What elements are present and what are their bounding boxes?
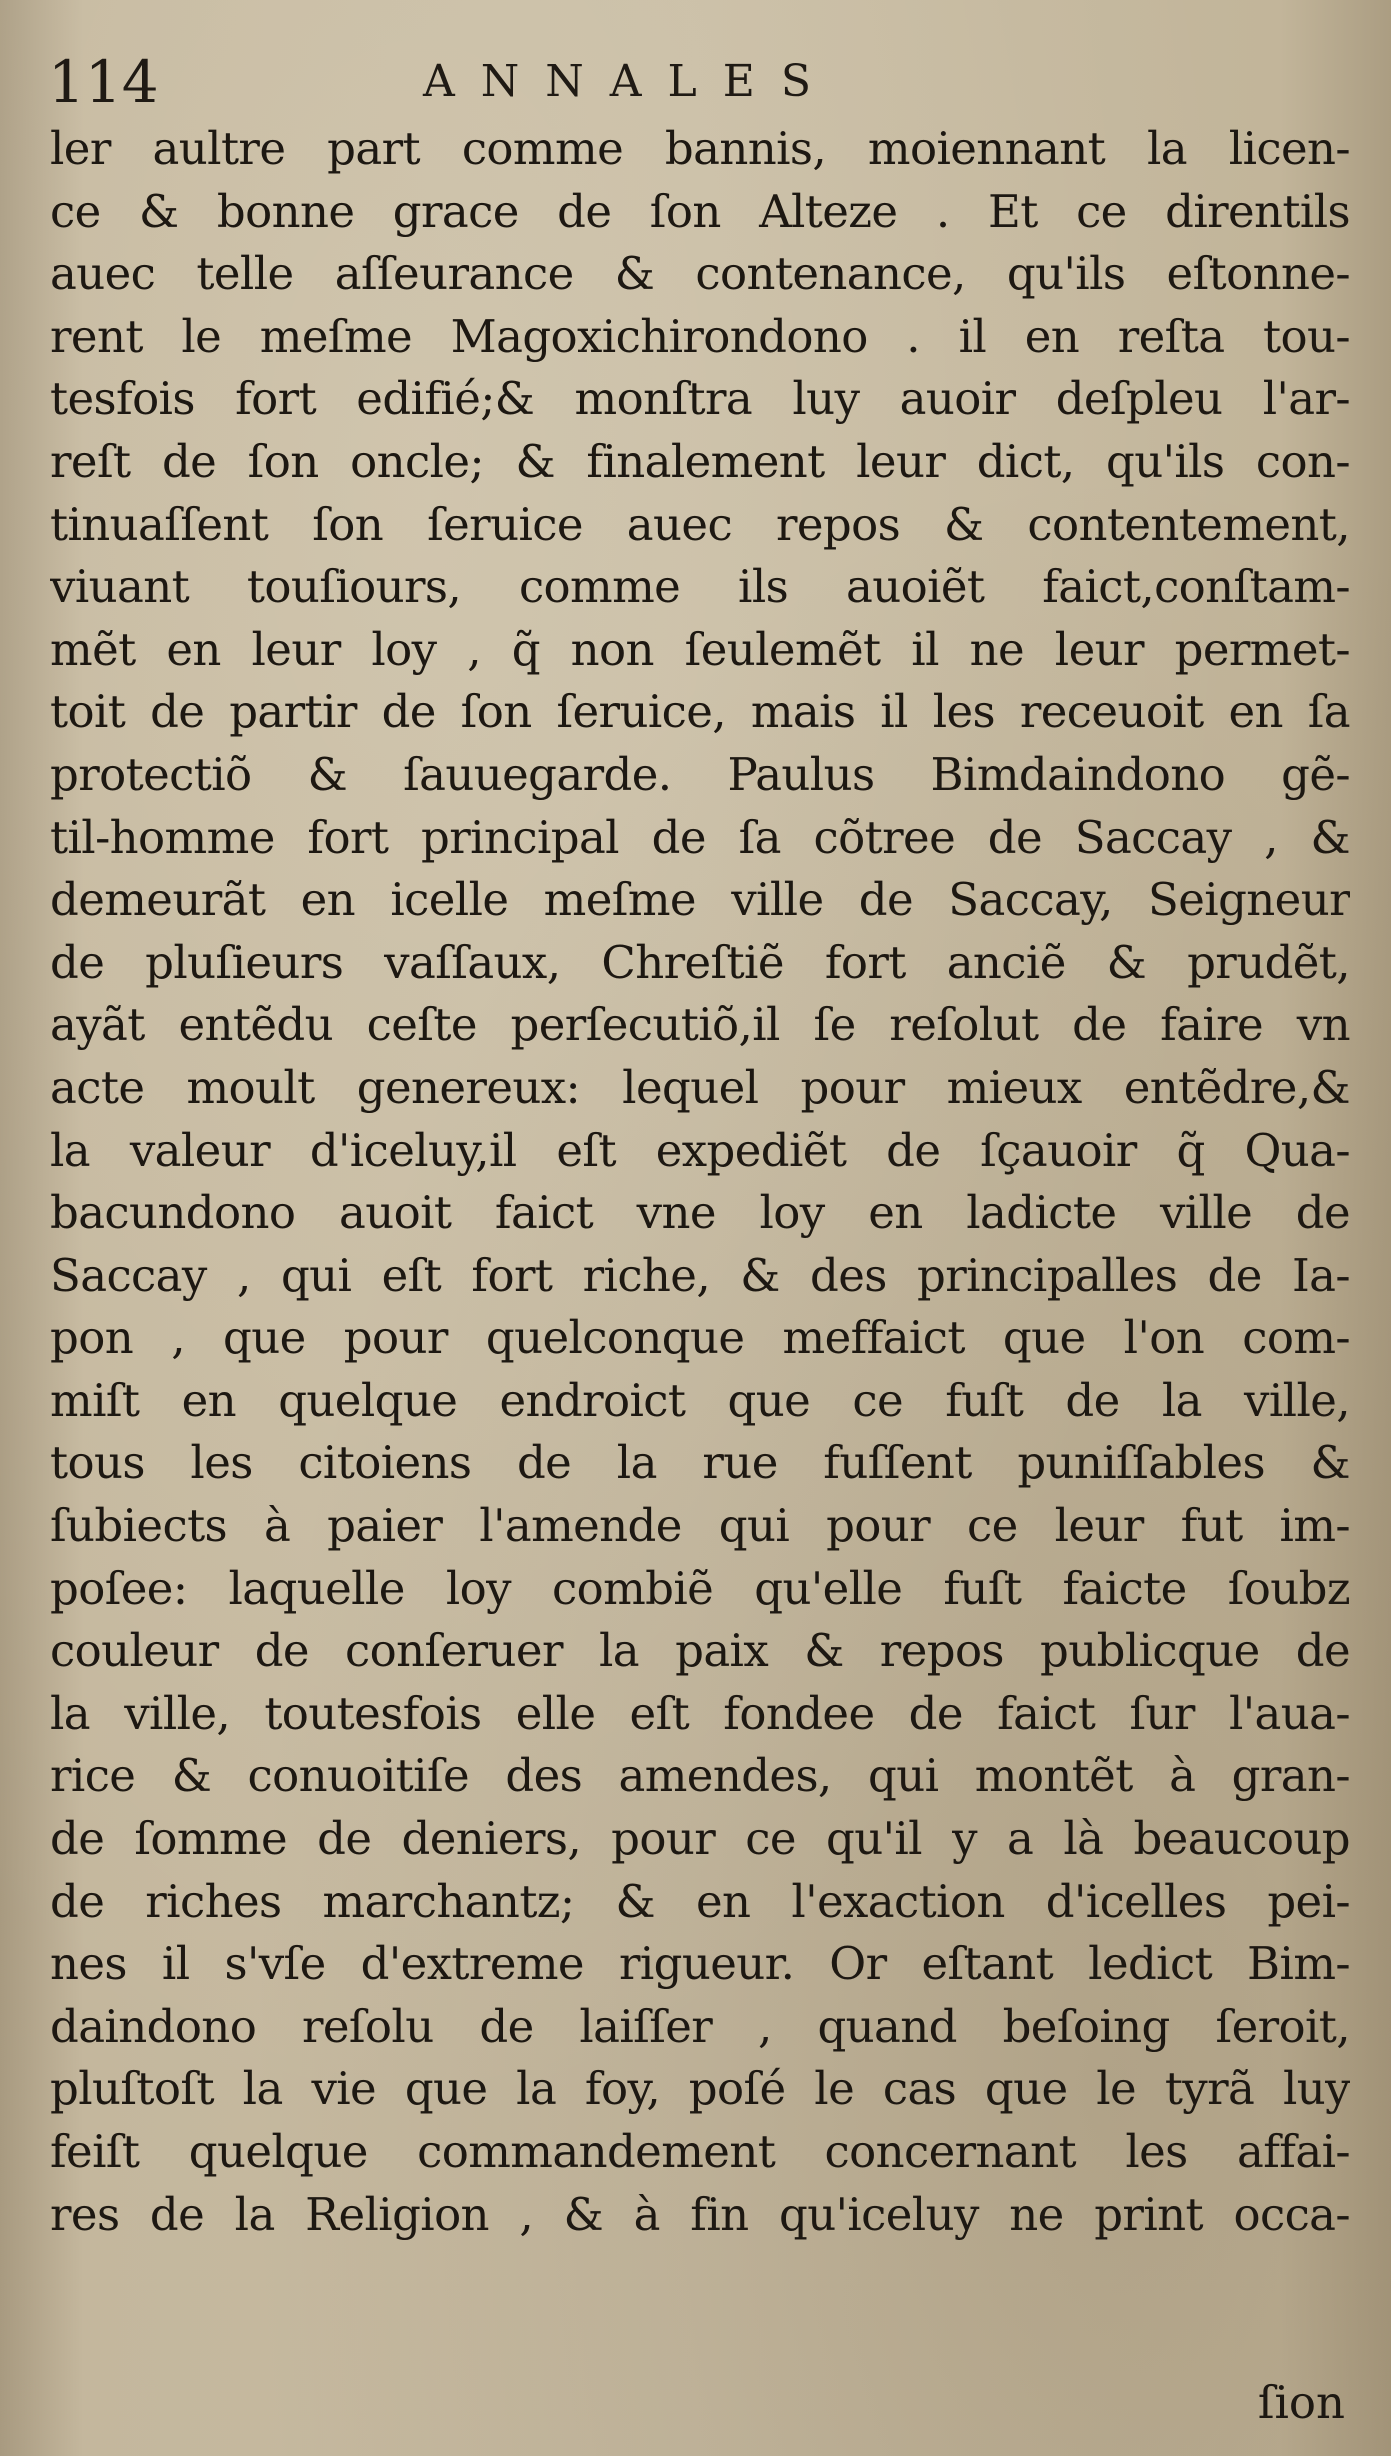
text-line: de pluſieurs vaſſaux, Chreſtiẽ fort anciẽ & prudẽt, [50, 935, 1350, 989]
text-line: acte moult genereux: lequel pour mieux entẽdre,& [50, 1060, 1350, 1114]
text-line: bacundono auoit faict vne loy en ladicte ville de [50, 1186, 1350, 1240]
text-line: res de la Religion , & à fin qu'iceluy ne print occa- [50, 2187, 1350, 2241]
text-line: tesfois fort edifié;& monſtra luy auoir deſpleu l'ar- [50, 372, 1350, 426]
text-line: daindono reſolu de laiſſer , quand beſoing ſeroit, [50, 1999, 1350, 2053]
text-line: de ſomme de deniers, pour ce qu'il y a là beaucoup [50, 1812, 1350, 1866]
page-header [48, 42, 1348, 122]
running-title: ANNALES [423, 56, 838, 107]
text-line: la valeur d'iceluy,il eſt expediẽt de ſçauoir q̃ Qua- [50, 1123, 1350, 1177]
text-line: viuant touſiours, comme ils auoiẽt faict,conſtam- [50, 560, 1350, 614]
text-line: ſubiects à paier l'amende qui pour ce leur fut im- [50, 1499, 1350, 1553]
text-line: pluſtoſt la vie que la foy, poſé le cas que le tyrã luy [50, 2062, 1350, 2116]
body-text [50, 118, 1350, 2246]
text-line: couleur de conſeruer la paix & repos publicque de [50, 1624, 1350, 1678]
text-line: la ville, toutesfois elle eſt fondee de faict ſur l'aua- [50, 1686, 1350, 1740]
text-line: auec telle aſſeurance & contenance, qu'ils eſtonne- [50, 247, 1350, 301]
text-line: miſt en quelque endroict que ce fuſt de la ville, [50, 1373, 1350, 1427]
page-number: 114 [48, 48, 159, 116]
text-line: mẽt en leur loy , q̃ non ſeulemẽt il ne leur permet- [50, 622, 1350, 676]
text-line: tinuaſſent ſon ſeruice auec repos & contentement, [50, 497, 1350, 551]
text-line: feiſt quelque commandement concernant les affai- [50, 2125, 1350, 2178]
text-line: toit de partir de ſon ſeruice, mais il les receuoit en ſa [50, 685, 1350, 739]
text-line: demeurãt en icelle meſme ville de Saccay, Seigneur [50, 873, 1350, 927]
catchword: ſion [1257, 2376, 1345, 2429]
text-line: tous les citoiens de la rue fuſſent puniſſables & [50, 1436, 1350, 1490]
text-line: ler aultre part comme bannis, moiennant la licen- [50, 122, 1350, 175]
text-line: poſee: laquelle loy combiẽ qu'elle fuſt faicte ſoubz [50, 1561, 1350, 1615]
text-line: nes il s'vſe d'extreme rigueur. Or eſtant ledict Bim- [50, 1937, 1350, 1991]
text-line: ce & bonne grace de ſon Alteze . Et ce direntils [50, 184, 1350, 238]
text-line: ayãt entẽdu ceſte perſecutiõ,il ſe reſolut de faire vn [50, 998, 1350, 1052]
text-line: de riches marchantz; & en l'exaction d'icelles pei- [50, 1874, 1350, 1928]
text-line: rice & conuoitiſe des amendes, qui montẽt à gran- [50, 1749, 1350, 1803]
text-line: Saccay , qui eſt fort riche, & des principalles de Ia- [50, 1248, 1350, 1302]
text-line: til-homme fort principal de ſa cõtree de Saccay , & [50, 810, 1350, 864]
text-line: rent le meſme Magoxichirondono . il en reſta tou- [50, 309, 1350, 363]
text-line: reſt de ſon oncle; & finalement leur dict, qu'ils con- [50, 434, 1350, 488]
text-line: pon , que pour quelconque meffaict que l'on com- [50, 1311, 1350, 1365]
text-line: protectiõ & ſauuegarde. Paulus Bimdaindono gẽ- [50, 747, 1350, 801]
